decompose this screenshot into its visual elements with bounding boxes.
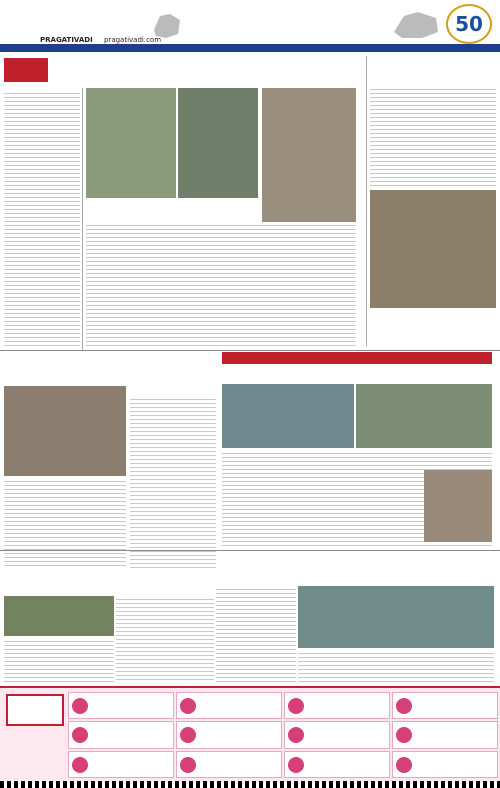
zodiac-icon (288, 727, 304, 743)
mid-left-body (4, 478, 126, 568)
right-mid-headline (370, 312, 496, 348)
dateline-bar (0, 44, 500, 52)
top-story-headline (52, 58, 352, 86)
flood-photo-1 (86, 88, 176, 198)
top-story-body-column (4, 90, 80, 348)
horoscope-sign (284, 692, 390, 719)
zodiac-icon (288, 698, 304, 714)
zodiac-icon (180, 698, 196, 714)
top-story-body-lower (86, 222, 356, 346)
horoscope-sign (176, 692, 282, 719)
horoscope-sign (392, 692, 498, 719)
flood-photo-2 (178, 88, 258, 198)
website-url: pragativadi.com (104, 36, 162, 44)
horoscope-sign (68, 751, 174, 778)
mid-sub-headline (130, 354, 216, 394)
district-map-icon (150, 10, 184, 40)
right-story-headline (372, 68, 496, 84)
zodiac-icon (72, 757, 88, 773)
center-photo-1 (222, 384, 354, 448)
anniversary-badge: 50 (446, 4, 492, 44)
lower-left-headline (6, 574, 206, 594)
flood-photo-3 (262, 88, 356, 222)
horoscope-sign (284, 751, 390, 778)
horoscope-sign (176, 751, 282, 778)
lower-right-body (298, 650, 494, 682)
horoscope-sign (68, 692, 174, 719)
zodiac-icon (72, 698, 88, 714)
horoscope-sign (284, 721, 390, 748)
horoscope-sign (176, 721, 282, 748)
zodiac-icon (396, 757, 412, 773)
center-photo-2 (356, 384, 492, 448)
zodiac-icon (396, 698, 412, 714)
center-story-headline (222, 366, 492, 382)
right-story-photo (370, 190, 496, 308)
mid-left-headline (6, 354, 126, 384)
zodiac-icon (396, 727, 412, 743)
right-story-body (370, 86, 496, 188)
lower-kicker (214, 552, 494, 562)
section-rule-2 (0, 550, 500, 551)
edition-map-icon (392, 10, 440, 40)
lower-center-body (216, 586, 296, 682)
zodiac-icon (72, 727, 88, 743)
mid-left-photo (4, 386, 126, 476)
horoscope-title (6, 694, 64, 726)
photo-caption-1 (86, 200, 176, 220)
center-story-kicker (222, 352, 492, 364)
horoscope-byline (6, 730, 64, 770)
horoscope-grid (68, 692, 498, 778)
lower-flood-photo (298, 586, 494, 648)
mid-sub-body (130, 396, 216, 568)
zodiac-icon (180, 757, 196, 773)
lower-headline (214, 562, 494, 582)
zodiac-icon (288, 757, 304, 773)
column-divider-right (366, 56, 367, 346)
column-divider (82, 88, 83, 350)
horoscope-section (0, 686, 500, 781)
print-registration-marks (0, 781, 500, 788)
center-photo-3 (424, 470, 492, 542)
lower-left-body-2 (4, 638, 114, 682)
right-story-kicker (372, 56, 496, 68)
logo-subtitle: PRAGATIVADI (40, 36, 93, 44)
horoscope-sign (68, 721, 174, 748)
horoscope-sign (392, 721, 498, 748)
top-story-kicker (4, 58, 48, 82)
horoscope-sign (392, 751, 498, 778)
zodiac-icon (180, 727, 196, 743)
lower-left-body (116, 596, 214, 682)
lower-left-photo (4, 596, 114, 636)
section-rule (0, 350, 500, 351)
